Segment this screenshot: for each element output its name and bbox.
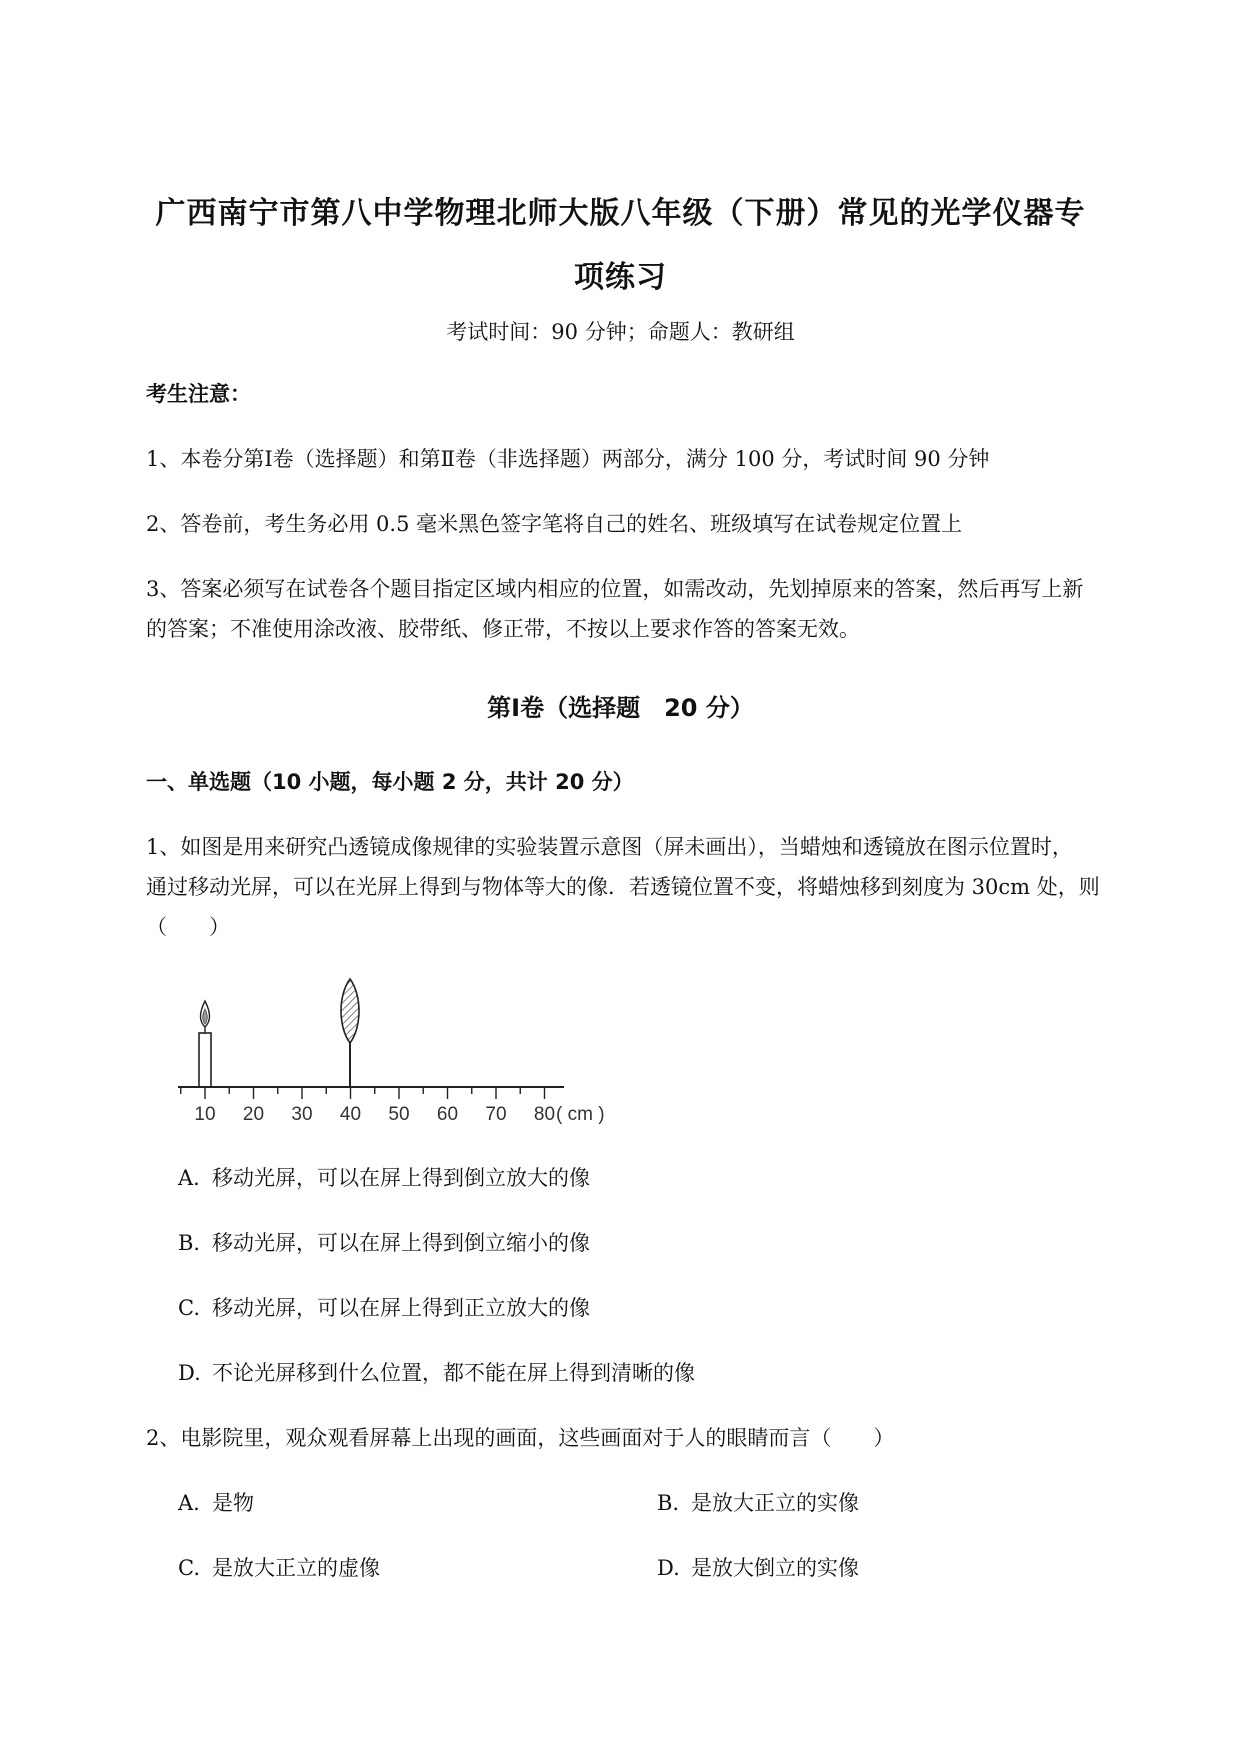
option-letter: B. (178, 1231, 201, 1255)
exam-info: 考试时间：90 分钟；命题人：教研组 (446, 320, 795, 344)
measuring-scale (178, 1087, 605, 1125)
scale-tick-label: 20 (242, 1104, 265, 1125)
part-heading: 一、单选题（10 小题，每小题 2 分，共计 20 分） (146, 770, 634, 794)
option-text: 是放大倒立的实像 (691, 1556, 859, 1580)
option-text: 移动光屏，可以在屏上得到正立放大的像 (212, 1296, 590, 1320)
scale-tick-label: 50 (388, 1104, 410, 1125)
section-title: 第Ⅰ卷（选择题 20 分） (487, 694, 754, 722)
q1-stem-line-2: 通过移动光屏，可以在光屏上得到与物体等大的像．若透镜位置不变，将蜡烛移到刻度为 30cm 处，则 (146, 875, 1100, 899)
option-letter: A. (178, 1166, 200, 1190)
scale-tick-label: 70 (485, 1104, 507, 1125)
q2-option-a[interactable] (178, 1487, 254, 1517)
lens-experiment-figure (172, 975, 612, 1140)
option-letter: B. (657, 1491, 680, 1515)
option-letter: D. (178, 1361, 201, 1385)
option-text: 是放大正立的实像 (691, 1491, 859, 1515)
scale-tick-label: 30 (291, 1104, 313, 1125)
q1-option-c[interactable] (178, 1292, 590, 1322)
q1-option-d[interactable] (178, 1357, 695, 1387)
option-text: 是物 (212, 1491, 254, 1515)
lens-icon (341, 979, 359, 1087)
notice-heading: 考生注意： (146, 382, 251, 406)
q1-stem-line-3: （ ） (146, 915, 230, 939)
option-letter: D. (657, 1556, 680, 1580)
option-text: 不论光屏移到什么位置，都不能在屏上得到清晰的像 (212, 1361, 695, 1385)
q1-stem-line-1: 1、如图是用来研究凸透镜成像规律的实验装置示意图（屏未画出），当蜡烛和透镜放在图示位置时， (146, 835, 1073, 859)
q2-option-b[interactable] (657, 1487, 859, 1517)
scale-unit-label: ( cm ) (556, 1104, 605, 1125)
scale-tick-label: 10 (194, 1104, 216, 1125)
scale-tick-label: 80 (533, 1104, 556, 1125)
q2-stem: 2、电影院里，观众观看屏幕上出现的画面，这些画面对于人的眼睛而言（ ） (146, 1426, 895, 1450)
document-title-line-2: 项练习 (574, 260, 667, 295)
scale-tick-label: 40 (339, 1104, 362, 1125)
notice-item-2: 2、答卷前，考生务必用 0.5 毫米黑色签字笔将自己的姓名、班级填写在试卷规定位置上 (146, 512, 963, 536)
document-title-line-1: 广西南宁市第八中学物理北师大版八年级（下册）常见的光学仪器专 (155, 196, 1086, 231)
option-text: 移动光屏，可以在屏上得到倒立放大的像 (212, 1166, 590, 1190)
notice-item-3: 3、答案必须写在试卷各个题目指定区域内相应的位置，如需改动，先划掉原来的答案，然后再写上新 (146, 577, 1084, 601)
option-text: 移动光屏，可以在屏上得到倒立缩小的像 (212, 1231, 590, 1255)
notice-item-1: 1、本卷分第Ⅰ卷（选择题）和第Ⅱ卷（非选择题）两部分，满分 100 分，考试时间 90 分钟 (146, 447, 990, 471)
q2-option-d[interactable] (657, 1552, 859, 1582)
q1-option-b[interactable] (178, 1227, 590, 1257)
notice-item-3-continued: 的答案；不准使用涂改液、胶带纸、修正带，不按以上要求作答的答案无效。 (146, 617, 860, 641)
option-letter: C. (178, 1556, 200, 1580)
option-letter: A. (178, 1491, 200, 1515)
option-letter: C. (178, 1296, 200, 1320)
scale-tick-label: 60 (436, 1104, 459, 1125)
option-text: 是放大正立的虚像 (212, 1556, 380, 1580)
candle-icon (199, 1001, 211, 1087)
q2-option-c[interactable] (178, 1552, 380, 1582)
q1-option-a[interactable] (178, 1162, 590, 1192)
